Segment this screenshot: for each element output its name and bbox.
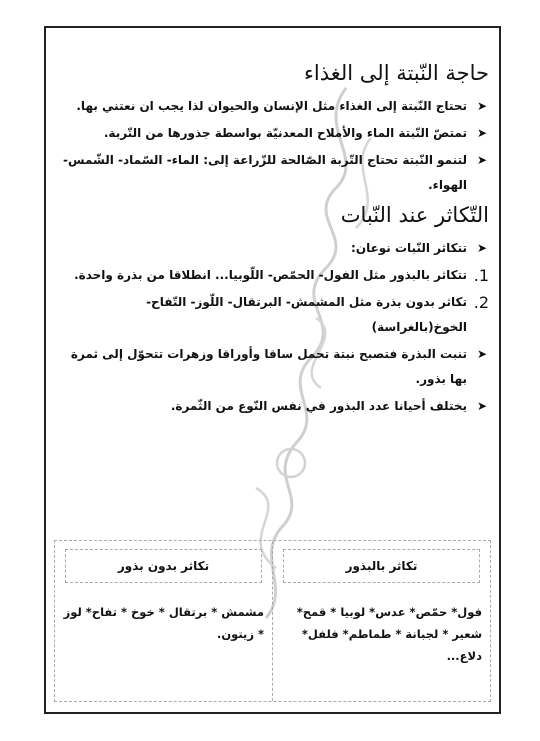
list-item: ➤ تتكاثر النّبات نوعان: <box>56 236 489 261</box>
plant-food-list <box>56 94 489 198</box>
table-header: تكاثر بالبذور <box>283 549 480 583</box>
arrow-bullet-icon: ➤ <box>476 126 487 140</box>
reproduction-table <box>54 540 491 702</box>
worksheet-page <box>44 26 501 714</box>
reproduction-intro <box>56 236 489 261</box>
reproduction-notes-list <box>56 342 489 419</box>
list-item: ➤ لتنمو النّبتة تحتاج التّربة الصّالحة للزّراعة إلى: الماء- السّماد- الشّمس- الهواء. <box>56 148 489 198</box>
table-column-without-seeds <box>55 541 273 701</box>
section-title-plant-food: حاجة النّبتة إلى الغذاء <box>304 61 489 85</box>
content-area <box>56 58 489 421</box>
numbered-item: 1. تتكاثر بالبذور مثل الفول- الحمّص- اللّوبيا... انطلاقا من بذرة واحدة. <box>74 266 489 285</box>
table-header: تكاثر بدون بذور <box>65 549 262 583</box>
table-cell: فول* حمّص* عدس* لوبيا * قمح* شعير * لجبانة * طماطم* فلفل* دلاع... <box>296 605 482 663</box>
table-column-with-seeds <box>273 541 490 701</box>
list-item: ➤ يختلف أحيانا عدد البذور في نفس النّوع من الثّمرة. <box>56 394 489 419</box>
list-item: ➤ تنبت البذرة فتصبح نبتة تحمل ساقا وأوراقا وزهرات تتحوّل إلى ثمرة بها بذور. <box>56 342 489 392</box>
section-title-plant-reproduction: التّكاثر عند النّبات <box>340 203 489 227</box>
table-cell: مشمش * برتقال * خوخ * تفاح* لوز * زيتون. <box>63 605 264 641</box>
reproduction-types-list <box>56 263 489 340</box>
list-item: ➤ تحتاج النّبتة إلى الغذاء مثل الإنسان والحيوان لذا يجب ان نعتني بها. <box>56 94 489 119</box>
list-item: ➤ تمتصّ النّبتة الماء والأملاح المعدنيّة بواسطة جذورها من التّربة. <box>56 121 489 146</box>
arrow-bullet-icon: ➤ <box>476 347 487 361</box>
arrow-bullet-icon: ➤ <box>476 399 487 413</box>
arrow-bullet-icon: ➤ <box>476 99 487 113</box>
numbered-item: 2. تكاثر بدون بذرة مثل المشمش- البرتقال- اللّوز- التّفاح- الخوخ(بالغراسة) <box>146 293 489 334</box>
arrow-bullet-icon: ➤ <box>476 241 487 255</box>
arrow-bullet-icon: ➤ <box>476 153 487 167</box>
